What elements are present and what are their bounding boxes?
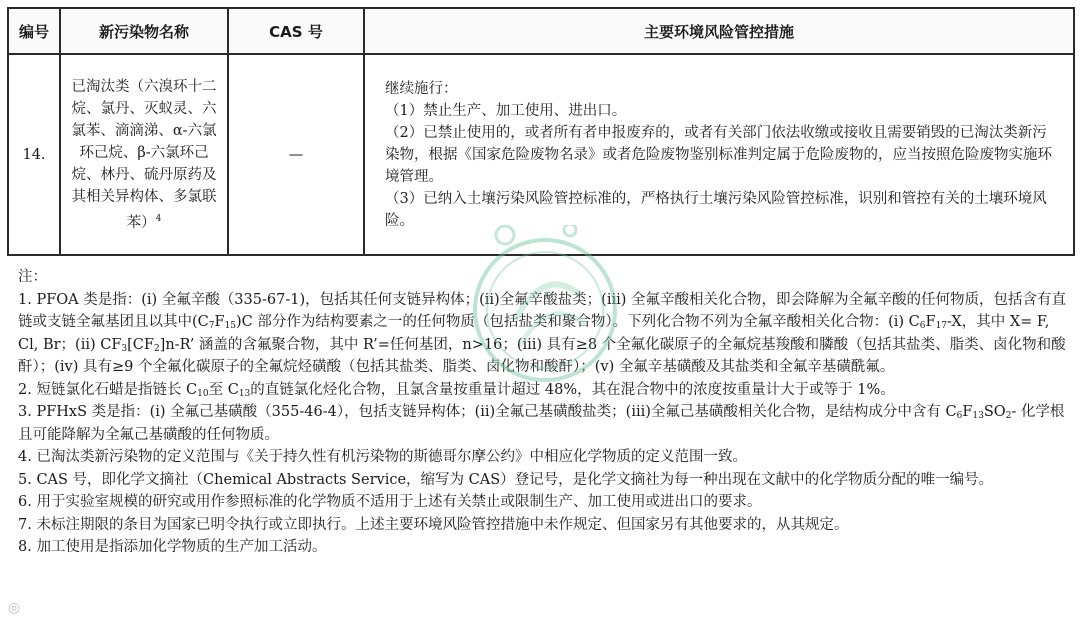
row-measures [364,54,1074,255]
subscript: 13 [972,411,984,421]
note-3-text-a: 3. PFHxS 类是指：(i) 全氟己基磺酸（355-46-4），包括支链异构体；(ii)全氟己基磺酸盐类；(iii)全氟己基磺酸相关化合物，是结构成分中含有 C [18,404,957,420]
note-1-text-a: 1. PFOA 类是指：(i) 全氟辛酸（335-67-1)，包括其任何支链异构体；(ii)全氟辛酸盐类；(iii) 全氟辛酸相关化合物，即会降解为全氟辛酸的任何物质，包括含有直链或支链全氟基团且以其中(C [18,291,1067,330]
measure-intro: 继续施行： [385,80,458,97]
row-number: 14. [8,54,60,255]
subscript: 7 [208,321,215,331]
note-2-text-b: 至 C [208,381,239,398]
subscript: 15 [224,321,237,331]
measure-2: （2）已禁止使用的，或者所有者申报废弃的，或者有关部门依法收缴或接收且需要销毁的已淘汰类新污染物，根据《国家危险废物名录》或者危险废物鉴别标准判定属于危险废物的，应当按照危险废物实施环境管理。 [385,124,1052,185]
subscript: 3 [121,343,128,354]
measure-1: （1）禁止生产、加工使用、进出口。 [385,102,627,119]
note-4: 4. 已淘汰类新污染物的定义范围与《关于持久性有机污染物的斯德哥尔摩公约》中相应化学物质的定义范围一致。 [18,449,747,465]
footer-watermark-logo: ◎ [8,600,21,616]
note-2-text-a: 2. 短链氯化石蜡是指链长 C [18,381,198,398]
note-5: 5. CAS 号，即化学文摘社（Chemical Abstracts Service，缩写为 CAS）登记号，是化学文摘社为每一种出现在文献中的化学物质分配的唯一编号。 [18,471,994,488]
row-name-footnote: 4 [155,213,162,224]
header-cas: CAS 号 [228,8,364,54]
note-1-text-d: [CF [127,336,154,353]
row-name: 已淘汰类（六溴环十二烷、氯丹、灭蚁灵、六氯苯、滴滴涕、α-六氯环己烷、β-六氯环己烷、林丹、硫丹原药及其相关异构体、多氯联苯） [71,78,217,231]
row-name-cell [60,54,228,255]
header-number: 编号 [8,8,60,54]
measure-3: （3）已纳入土壤污染风险管控标准的，严格执行土壤污染风险管控标准，识别和管控有关的土壤环境风险。 [385,190,1047,229]
note-1-text-b: )C 部分作为结构要素之一的任何物质（包括盐类和聚合物）。下列化合物不列为全氟辛酸相关化合物：(i) C [236,314,920,330]
subscript: 6 [919,321,926,331]
note-7: 7. 未标注期限的条目为国家已明令执行或立即执行。上述主要环境风险管控措施中未作规定、但国家另有其他要求的，从其规定。 [18,516,849,533]
subscript: 17 [935,321,948,331]
subscript: 6 [956,411,963,421]
note-3: 3. PFHxS 类是指：(i) 全氟己基磺酸（355-46-4），包括支链异构体；(ii)全氟己基磺酸盐类；(iii)全氟己基磺酸相关化合物，是结构成分中含有 $C_6F_{13}SO_2-$ 化学根且可能降解为全氟己基磺酸的任何物质。 [18,404,1065,443]
subscript: 10 [197,388,209,399]
notes-section [18,266,1070,559]
subscript: 13 [238,388,251,399]
table-row [8,54,1074,255]
notes-title: 注： [18,269,47,285]
note-3-text-c: - 化学根且可能降解为全氟己基磺酸的任何物质。 [18,404,1065,443]
note-8: 8. 加工使用是指添加化学物质的生产加工活动。 [18,539,327,555]
note-1: 1. PFOA 类是指：(i) 全氟辛酸（335-67-1)，包括其任何支链异构体；(ii)全氟辛酸盐类；(iii) 全氟辛酸相关化合物，即会降解为全氟辛酸的任何物质，包括含有直链或支链全氟基团且以其中$(C_7F_{15})C$ 部分作为结构要素之一的任何物质（包括盐类和聚合物）。下列化合物不列为全氟辛酸相关化合物：(i) $C_6F_{17}-X$，其中 X= F, Cl, Br；(ii) $CF_3[CF_2]n-R$’ 涵盖的含氟聚合物，其中 R’=任何基团，n>16；(iii) 具有≥8 个全氟化碳原子的全氟烷基羧酸和膦酸（包括其盐类、脂类、卤化物和酸酐）；(iv) 具有≥9 个全氟化碳原子的全氟烷烃磺酸（包括其盐类、脂类、卤化物和酸酐）；(v) 全氟辛基磺酸及其盐类和全氟辛基磺酰氟。 [18,291,1067,375]
note-1-text-e: ]n-R’ 涵盖的含氟聚合物，其中 R’=任何基团，n>16；(iii) 具有≥8 个全氟化碳原子的全氟烷基羧酸和膦酸（包括其盐类、脂类、卤化物和酸酐）；(iv) 具有≥9 个全氟化碳原子的全氟烷烃磺酸（包括其盐类、脂类、卤化物和酸酐）；(v) 全氟辛基磺酸及其盐类和全氟辛基磺酰氟。 [18,336,1066,375]
table-header-row [8,8,1074,54]
pollutant-table [7,7,1075,256]
header-measures: 主要环境风险管控措施 [364,8,1074,54]
header-name: 新污染物名称 [60,8,228,54]
note-6: 6. 用于实验室规模的研究或用作参照标准的化学物质不适用于上述有关禁止或限制生产、加工使用或进出口的要求。 [18,494,762,510]
note-3-text-b: SO [983,404,1006,420]
row-cas: — [228,54,364,255]
note-2 [18,379,1070,402]
subscript: 2 [1005,411,1012,421]
note-1-text-c: -X，其中 X= F, Cl, Br；(ii) CF [18,314,1050,353]
note-2-text-c: 的直链氯化烃化合物，且氯含量按重量计超过 48%，其在混合物中的浓度按重量计大于或等于 1%。 [250,381,895,398]
subscript: 2 [153,343,160,354]
